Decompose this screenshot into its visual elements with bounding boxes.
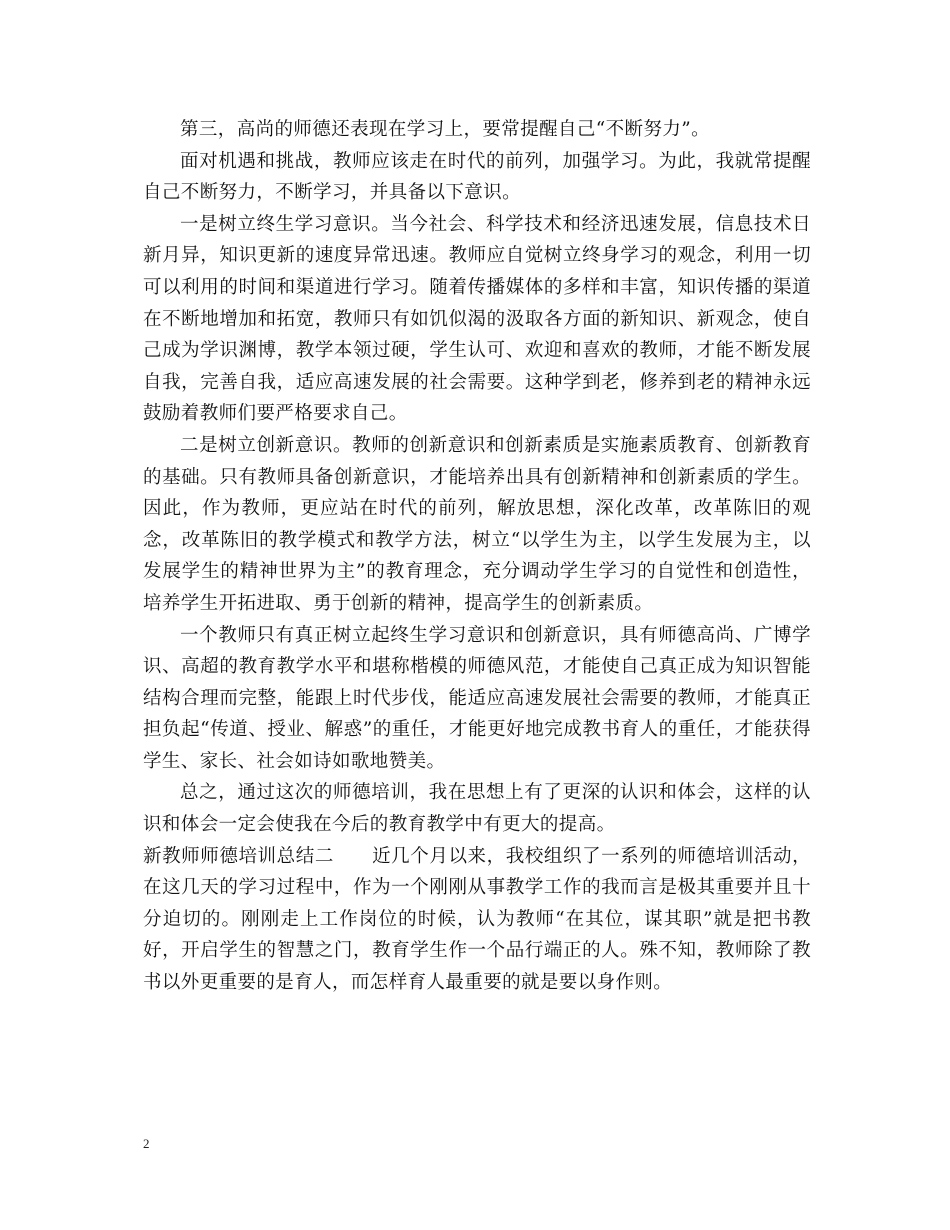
paragraph-innovation: 二是树立创新意识。教师的创新意识和创新素质是实施素质教育、创新教育的基础。只有教师具备创新意识，才能培养出具有创新精神和创新素质的学生。因此，作为教师，更应站在时代的前列，解放思想，深化改革，改革陈旧的观念，改革陈旧的教学模式和教学方法，树立“以学生为主，以学生发展为主，以发展学生的精神世界为主”的教育理念，充分调动学生学习的自觉性和创造性，培养学生开拓进取、勇于创新的精神，提高学生的创新素质。	[143, 434, 811, 614]
paragraph-summary-two: 新教师师德培训总结二 近几个月以来，我校组织了一系列的师德培训活动，在这几天的学习过程中，作为一个刚刚从事教学工作的我而言是极其重要并且十分迫切的。刚刚走上工作岗位的时候，认为教师“在其位，谋其职”就是把书教好，开启学生的智慧之门，教育学生作一个品行端正的人。殊不知，教师除了教书以外更重要的是育人，而怎样育人最重要的就是要以身作则。	[143, 845, 811, 994]
paragraph-teacher-qualities: 一个教师只有真正树立起终生学习意识和创新意识，具有师德高尚、广博学识、高超的教育教学水平和堪称楷模的师德风范，才能使自己真正成为知识智能结构合理而完整，能跟上时代步伐，能适应高速发展社会需要的教师，才能真正担负起“传道、授业、解惑”的重任，才能更好地完成教书育人的重任，才能获得学生、家长、社会如诗如歌地赞美。	[143, 624, 811, 772]
paragraph-challenges: 面对机遇和挑战，教师应该走在时代的前列，加强学习。为此，我就常提醒自己不断努力，不断学习，并具备以下意识。	[143, 150, 811, 204]
paragraph-lifelong-learning: 一是树立终生学习意识。当今社会、科学技术和经济迅速发展，信息技术日新月异，知识更新的速度异常迅速。教师应自觉树立终身学习的观念，利用一切可以利用的时间和渠道进行学习。随着传播媒体的多样和丰富，知识传播的渠道在不断地增加和拓宽，教师只有如饥似渴的汲取各方面的新知识、新观念，使自己成为学识渊博，教学本领过硬，学生认可、欢迎和喜欢的教师，才能不断发展自我，完善自我，适应高速发展的社会需要。这种学到老，修养到老的精神永远鼓励着教师们要严格要求自己。	[143, 213, 811, 425]
page-number: 2	[143, 1136, 150, 1151]
document-body	[143, 114, 811, 999]
paragraph-third-point: 第三，高尚的师德还表现在学习上，要常提醒自己“不断努力”。	[180, 119, 711, 140]
paragraph-conclusion: 总之，通过这次的师德培训，我在思想上有了更深的认识和体会，这样的认识和体会一定会使我在今后的教育教学中有更大的提高。	[143, 782, 811, 836]
